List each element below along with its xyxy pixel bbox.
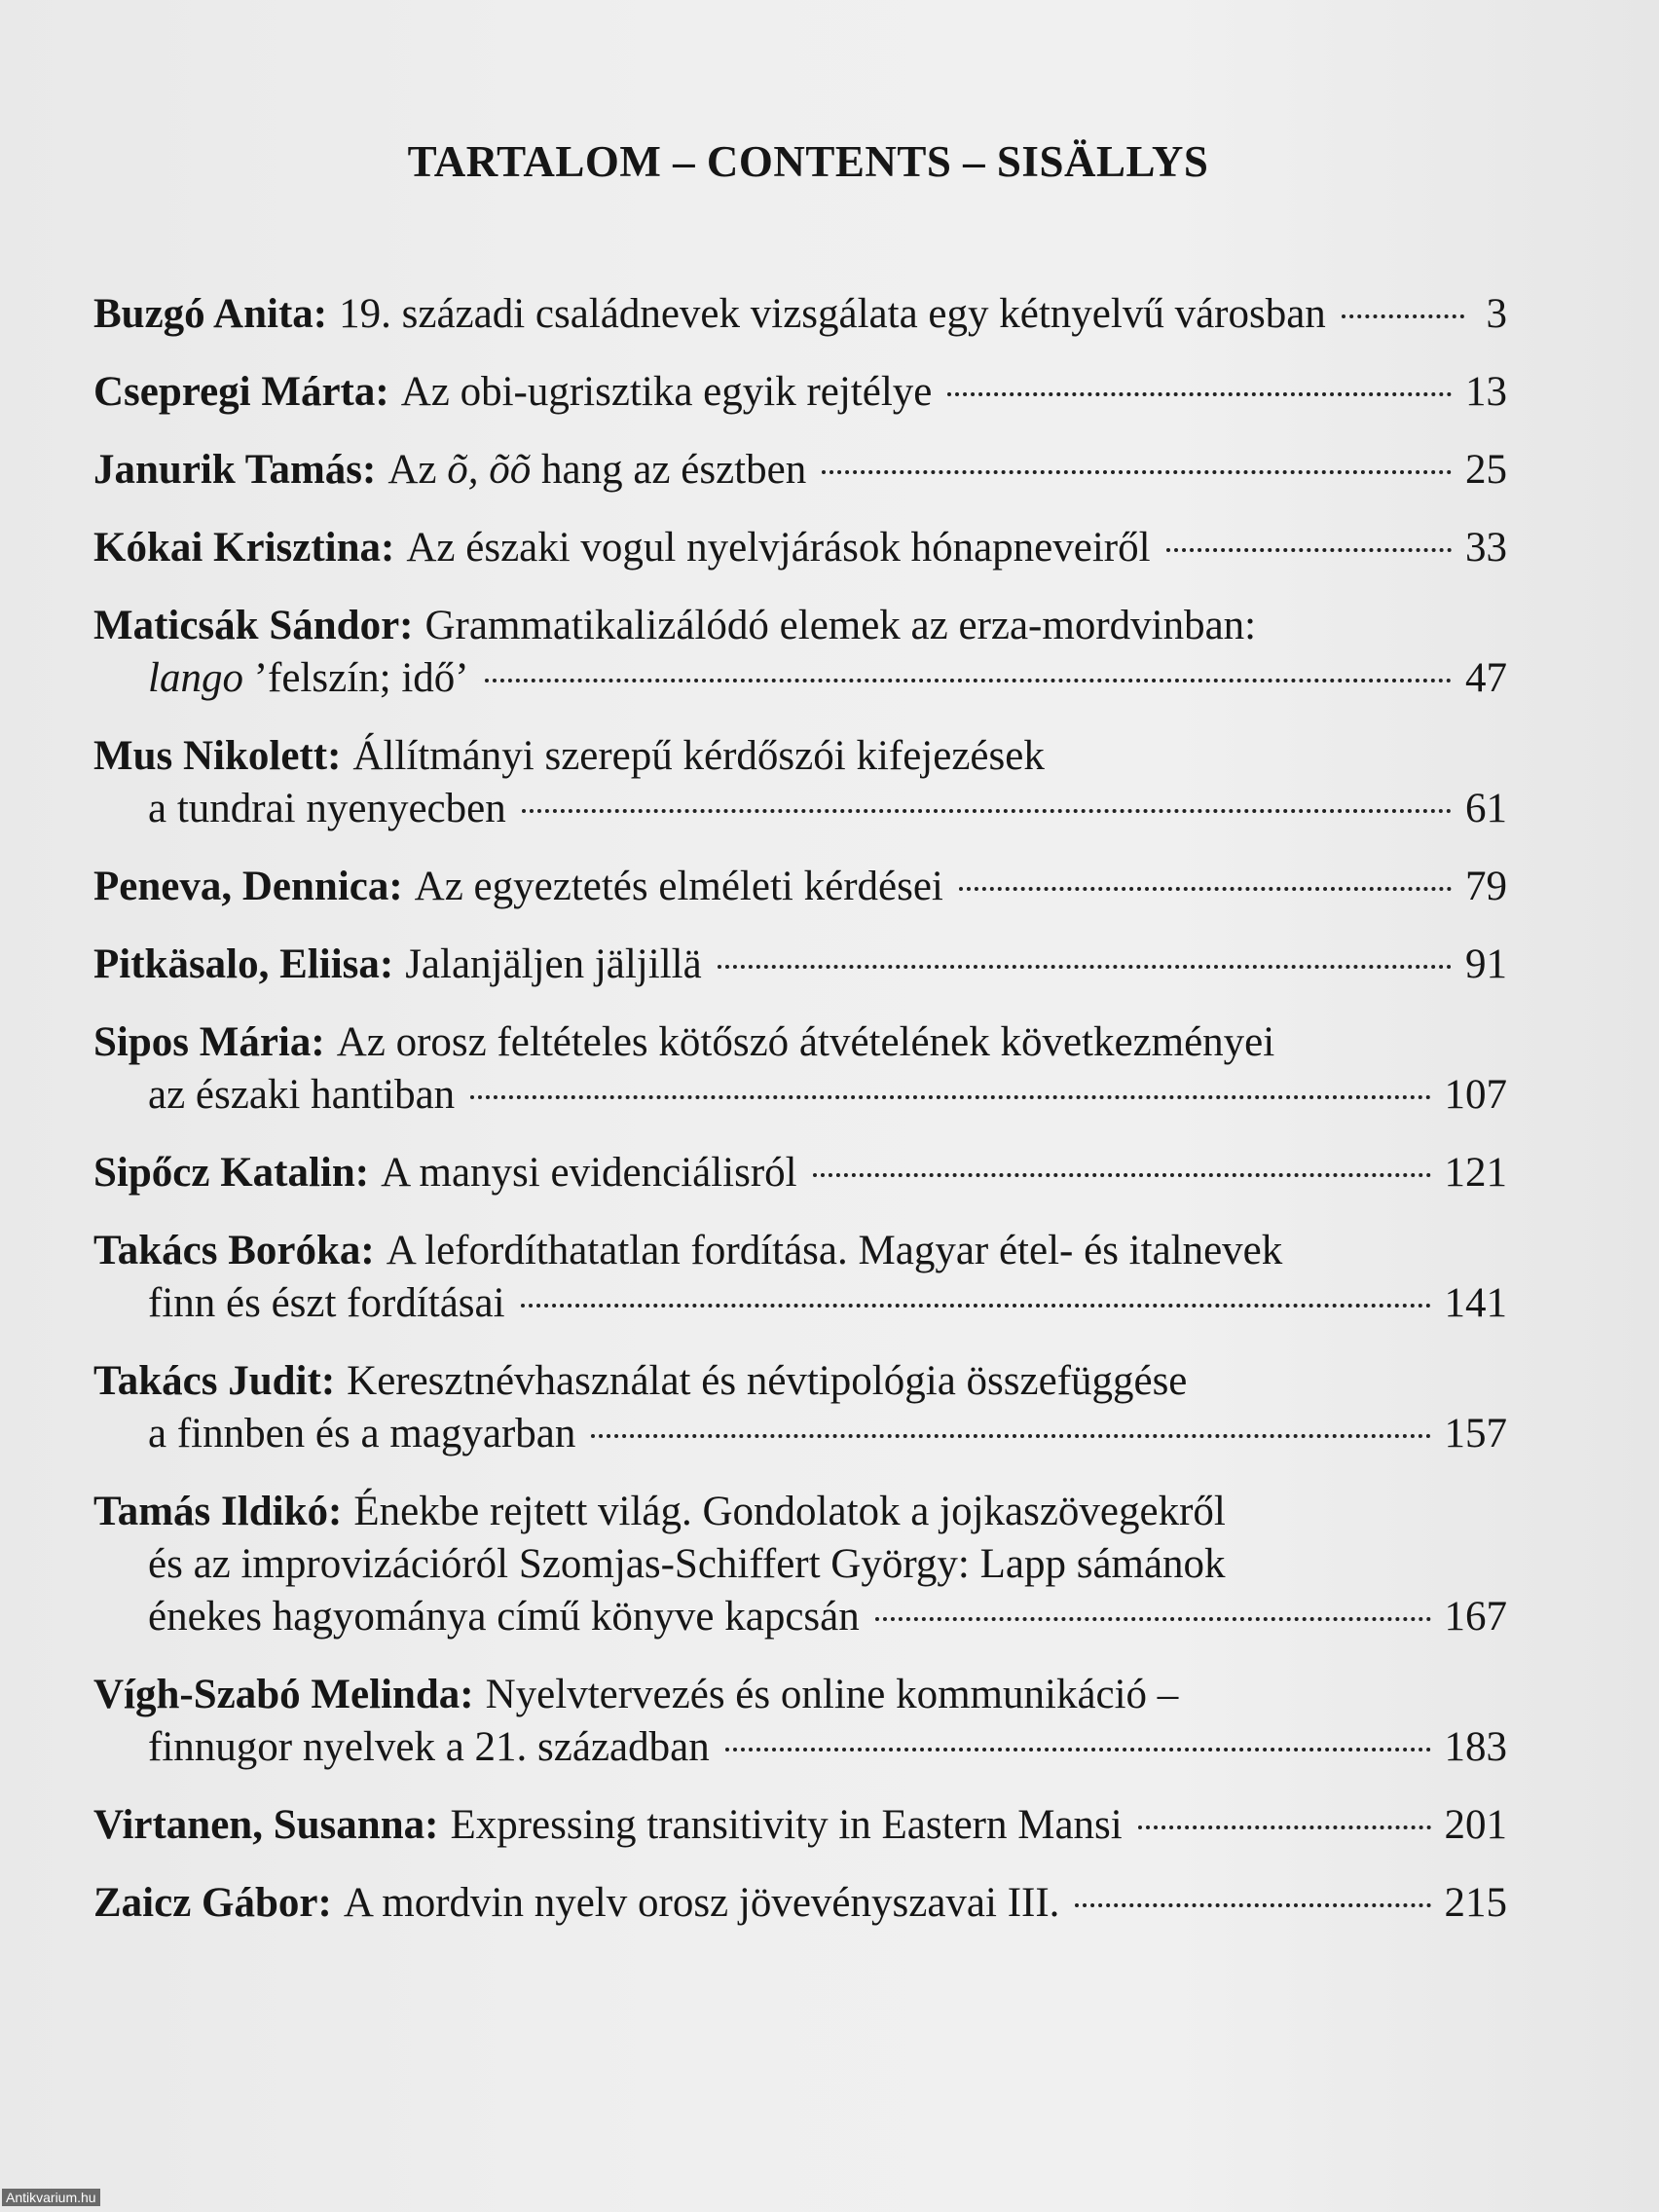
- entry-author: Peneva, Dennica:: [93, 864, 403, 909]
- toc-entry: [93, 366, 1507, 419]
- entry-title: Grammatikalizálódó elemek az erza-mordvinban:: [424, 603, 1257, 648]
- entry-author: Sipos Mária:: [93, 1019, 325, 1065]
- entry-title-part: Az: [387, 447, 437, 493]
- toc-entry: [93, 1355, 1507, 1460]
- entry-title: A mordvin nyelv orosz jövevényszavai III.: [343, 1880, 1060, 1926]
- entry-page: 121: [1444, 1150, 1507, 1196]
- entry-title-continued: énekes hagyománya című könyve kapcsán: [148, 1594, 860, 1640]
- entry-page: 61: [1465, 786, 1507, 831]
- entry-author: Sipőcz Katalin:: [93, 1150, 370, 1196]
- entry-author: Maticsák Sándor:: [93, 603, 414, 648]
- toc-entry: [93, 1669, 1507, 1774]
- entry-page: 201: [1444, 1802, 1507, 1848]
- dot-leader: [521, 1304, 1431, 1308]
- entry-author: Virtanen, Susanna:: [93, 1802, 439, 1848]
- entry-author: Buzgó Anita:: [93, 291, 328, 337]
- dot-leader: [822, 470, 1452, 474]
- toc-entry: [93, 1147, 1507, 1199]
- entry-title-continued: az északi hantiban: [148, 1072, 456, 1118]
- entry-page: 215: [1444, 1880, 1507, 1926]
- toc-entry: [93, 1225, 1507, 1330]
- entry-title-part: ’felszín; idő’: [253, 655, 469, 701]
- toc-entry: [93, 444, 1507, 497]
- dot-leader: [1138, 1825, 1431, 1829]
- entry-author: Tamás Ildikó:: [93, 1489, 343, 1534]
- entry-title: [376, 444, 806, 497]
- entry-title: A lefordíthatatlan fordítása. Magyar étel- és italnevek: [386, 1228, 1283, 1273]
- toc-entry: [93, 730, 1507, 835]
- entry-page: 167: [1444, 1594, 1507, 1640]
- dot-leader: [1075, 1903, 1430, 1907]
- entry-author: Takács Boróka:: [93, 1228, 375, 1273]
- toc-entry: [93, 1486, 1507, 1643]
- entry-title-continued: finn és észt fordításai: [148, 1280, 505, 1326]
- entry-author: Csepregi Márta:: [93, 369, 389, 415]
- dot-leader: [718, 965, 1452, 969]
- entry-page: 107: [1444, 1072, 1507, 1118]
- entry-author: Pitkäsalo, Eliisa:: [93, 941, 394, 987]
- toc-entry: [93, 939, 1507, 991]
- entry-page: 33: [1465, 525, 1507, 571]
- toc-entry: [93, 861, 1507, 913]
- entry-title-italic: õ, õõ: [447, 447, 532, 493]
- toc-entry: [93, 600, 1507, 705]
- toc-entry: [93, 1799, 1507, 1852]
- dot-leader: [522, 809, 1452, 813]
- entry-title-continued: a finnben és a magyarban: [148, 1411, 576, 1456]
- entry-title: Nyelvtervezés és online kommunikáció –: [485, 1672, 1179, 1717]
- entry-title-continued: és az improvizációról Szomjas-Schiffert György: Lapp sámánok: [148, 1541, 1226, 1587]
- toc-entry: [93, 522, 1507, 574]
- dot-leader: [591, 1434, 1430, 1438]
- dot-leader: [947, 392, 1452, 396]
- dot-leader: [1342, 314, 1464, 318]
- entry-page: 25: [1465, 447, 1507, 493]
- entry-page: 79: [1465, 864, 1507, 909]
- entry-title-part: hang az észtben: [541, 447, 807, 493]
- entry-title: Az orosz feltételes kötőszó átvételének következményei: [336, 1019, 1275, 1065]
- entry-title: 19. századi családnevek vizsgálata egy kétnyelvű városban: [339, 291, 1326, 337]
- toc-entry: [93, 1016, 1507, 1122]
- entry-title-continued: [148, 652, 469, 705]
- entry-title: Az egyeztetés elméleti kérdései: [414, 864, 943, 909]
- entry-page: 13: [1465, 369, 1507, 415]
- entry-page: 3: [1486, 291, 1507, 337]
- watermark: Antikvarium.hu: [2, 2189, 100, 2206]
- entry-author: Mus Nikolett:: [93, 733, 342, 779]
- dot-leader: [725, 1748, 1431, 1751]
- dot-leader: [470, 1095, 1430, 1099]
- entry-page: 47: [1465, 655, 1507, 701]
- entry-title: Állítmányi szerepű kérdőszói kifejezések: [352, 733, 1045, 779]
- dot-leader: [485, 679, 1452, 682]
- dot-leader: [813, 1173, 1431, 1177]
- toc-entry: [93, 1877, 1507, 1930]
- table-of-contents: [93, 288, 1507, 1955]
- entry-title-italic: lango: [148, 655, 243, 701]
- entry-author: Kókai Krisztina:: [93, 525, 395, 571]
- entry-title: Az északi vogul nyelvjárások hónapneveiről: [406, 525, 1151, 571]
- entry-page: 91: [1465, 941, 1507, 987]
- entry-page: 157: [1444, 1411, 1507, 1456]
- page-title: TARTALOM – CONTENTS – SISÄLLYS: [407, 137, 1209, 186]
- entry-title: Énekbe rejtett világ. Gondolatok a jojkaszövegekről: [353, 1489, 1226, 1534]
- entry-title: A manysi evidenciálisról: [381, 1150, 797, 1196]
- dot-leader: [959, 887, 1452, 891]
- entry-title-continued: finnugor nyelvek a 21. században: [148, 1724, 710, 1770]
- entry-page: 141: [1444, 1280, 1507, 1326]
- entry-title: Expressing transitivity in Eastern Mansi: [450, 1802, 1123, 1848]
- entry-author: Vígh-Szabó Melinda:: [93, 1672, 474, 1717]
- toc-entry: [93, 288, 1507, 341]
- entry-title: Jalanjäljen jäljillä: [405, 941, 702, 987]
- entry-author: Takács Judit:: [93, 1358, 336, 1404]
- entry-title: Az obi-ugrisztika egyik rejtélye: [400, 369, 933, 415]
- entry-title-continued: a tundrai nyenyecben: [148, 786, 506, 831]
- entry-author: Janurik Tamás:: [93, 447, 377, 493]
- entry-title: Keresztnévhasználat és névtipológia összefüggése: [347, 1358, 1188, 1404]
- entry-page: 183: [1444, 1724, 1507, 1770]
- dot-leader: [1166, 548, 1452, 552]
- entry-author: Zaicz Gábor:: [93, 1880, 332, 1926]
- dot-leader: [875, 1617, 1431, 1621]
